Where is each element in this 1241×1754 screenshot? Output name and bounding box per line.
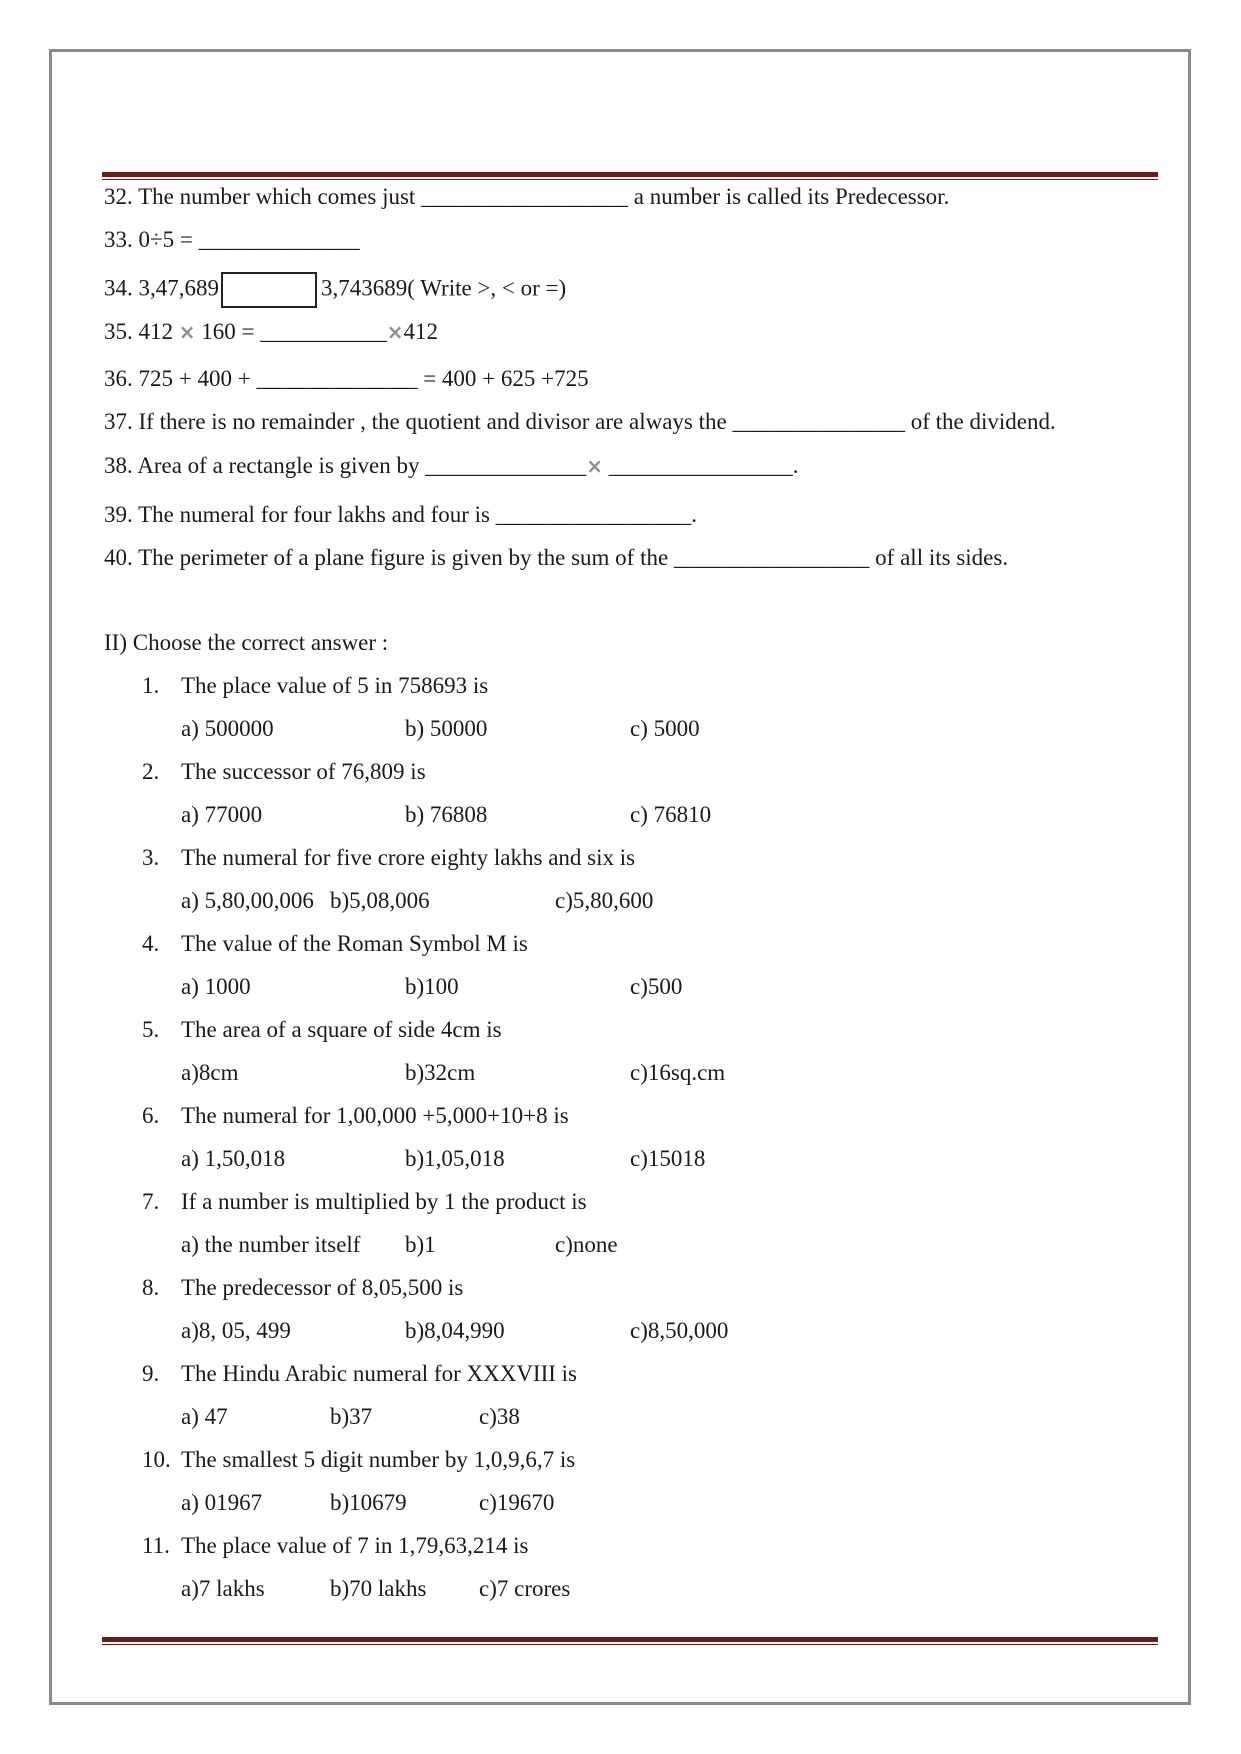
question-38: [104, 451, 799, 481]
question-35: [104, 317, 438, 347]
option-b: b)100: [405, 974, 459, 999]
question-number: 7.: [142, 1189, 160, 1214]
question-35-part-a: 35. 412: [104, 319, 173, 344]
question-34-left: 34. 3,47,689: [104, 275, 219, 301]
option-b: b) 76808: [405, 802, 488, 827]
option-c: c)16sq.cm: [630, 1060, 726, 1085]
section-heading: II) Choose the correct answer :: [104, 630, 389, 655]
question-35-part-c: 412: [403, 319, 439, 344]
option-c: c)5,80,600: [555, 888, 654, 913]
question-text: The numeral for 1,00,000 +5,000+10+8 is: [181, 1103, 569, 1128]
question-number: 1.: [142, 673, 160, 698]
question-34: [104, 272, 566, 308]
option-b: b)32cm: [405, 1060, 476, 1085]
question-text: The Hindu Arabic numeral for XXXVIII is: [181, 1361, 577, 1386]
question-text: The smallest 5 digit number by 1,0,9,6,7 is: [181, 1447, 576, 1472]
question-text: The successor of 76,809 is: [181, 759, 426, 784]
question-39: 39. The numeral for four lakhs and four is _________________.: [104, 502, 698, 527]
option-a: a) 500000: [181, 716, 274, 741]
question-36: 36. 725 + 400 + ______________ = 400 + 625 +725: [104, 366, 589, 391]
option-c: c)7 crores: [479, 1576, 571, 1601]
option-a: a) 5,80,00,006: [181, 888, 314, 913]
question-33: 33. 0÷5 = ______________: [104, 227, 360, 252]
option-c: c)15018: [630, 1146, 706, 1171]
option-a: a) 77000: [181, 802, 263, 827]
question-number: 11.: [142, 1533, 170, 1558]
option-a: a) 1,50,018: [181, 1146, 286, 1171]
multiply-icon: ×: [386, 320, 404, 344]
answer-box[interactable]: [221, 272, 317, 308]
option-c: c)none: [555, 1232, 618, 1257]
question-number: 9.: [142, 1361, 160, 1386]
question-number: 3.: [142, 845, 160, 870]
top-divider: [102, 172, 1158, 180]
question-38-part-a: 38. Area of a rectangle is given by ______________: [104, 453, 587, 478]
question-38-part-b: ________________.: [608, 453, 799, 478]
option-c: c)8,50,000: [630, 1318, 729, 1343]
question-text: The value of the Roman Symbol M is: [181, 931, 528, 956]
multiply-icon: ×: [178, 320, 196, 344]
option-a: a) 47: [181, 1404, 228, 1429]
option-c: c)38: [479, 1404, 520, 1429]
question-35-part-b: 160 = ___________: [201, 319, 387, 344]
question-text: The area of a square of side 4cm is: [181, 1017, 502, 1042]
bottom-divider: [102, 1637, 1158, 1645]
option-c: c)500: [630, 974, 683, 999]
question-32: 32. The number which comes just __________________ a number is called its Predecessor.: [104, 184, 950, 209]
option-a: a) the number itself: [181, 1232, 361, 1257]
question-number: 2.: [142, 759, 160, 784]
option-a: a)7 lakhs: [181, 1576, 265, 1601]
question-34-right: 3,743689( Write >, < or =): [321, 275, 567, 301]
option-a: a)8cm: [181, 1060, 239, 1085]
question-text: The predecessor of 8,05,500 is: [181, 1275, 464, 1300]
question-number: 8.: [142, 1275, 160, 1300]
multiply-icon: ×: [586, 454, 604, 478]
option-a: a) 1000: [181, 974, 251, 999]
option-b: b)5,08,006: [330, 888, 430, 913]
question-text: The place value of 7 in 1,79,63,214 is: [181, 1533, 529, 1558]
question-number: 6.: [142, 1103, 160, 1128]
question-37: 37. If there is no remainder , the quotient and divisor are always the _______________ of the dividend.: [104, 409, 1056, 434]
option-b: b)10679: [330, 1490, 407, 1515]
option-b: b)1: [405, 1232, 436, 1257]
option-c: c) 76810: [630, 802, 712, 827]
question-text: The place value of 5 in 758693 is: [181, 673, 489, 698]
option-b: b)70 lakhs: [330, 1576, 427, 1601]
option-c: c) 5000: [630, 716, 700, 741]
option-b: b)8,04,990: [405, 1318, 505, 1343]
question-number: 4.: [142, 931, 160, 956]
option-b: b)37: [330, 1404, 373, 1429]
option-b: b)1,05,018: [405, 1146, 505, 1171]
question-text: The numeral for five crore eighty lakhs and six is: [181, 845, 636, 870]
question-40: 40. The perimeter of a plane figure is given by the sum of the _________________ of all its sides.: [104, 545, 1009, 570]
option-c: c)19670: [479, 1490, 555, 1515]
option-b: b) 50000: [405, 716, 488, 741]
question-number: 5.: [142, 1017, 160, 1042]
question-text: If a number is multiplied by 1 the product is: [181, 1189, 587, 1214]
option-a: a)8, 05, 499: [181, 1318, 291, 1343]
option-a: a) 01967: [181, 1490, 263, 1515]
question-number: 10.: [142, 1447, 171, 1472]
